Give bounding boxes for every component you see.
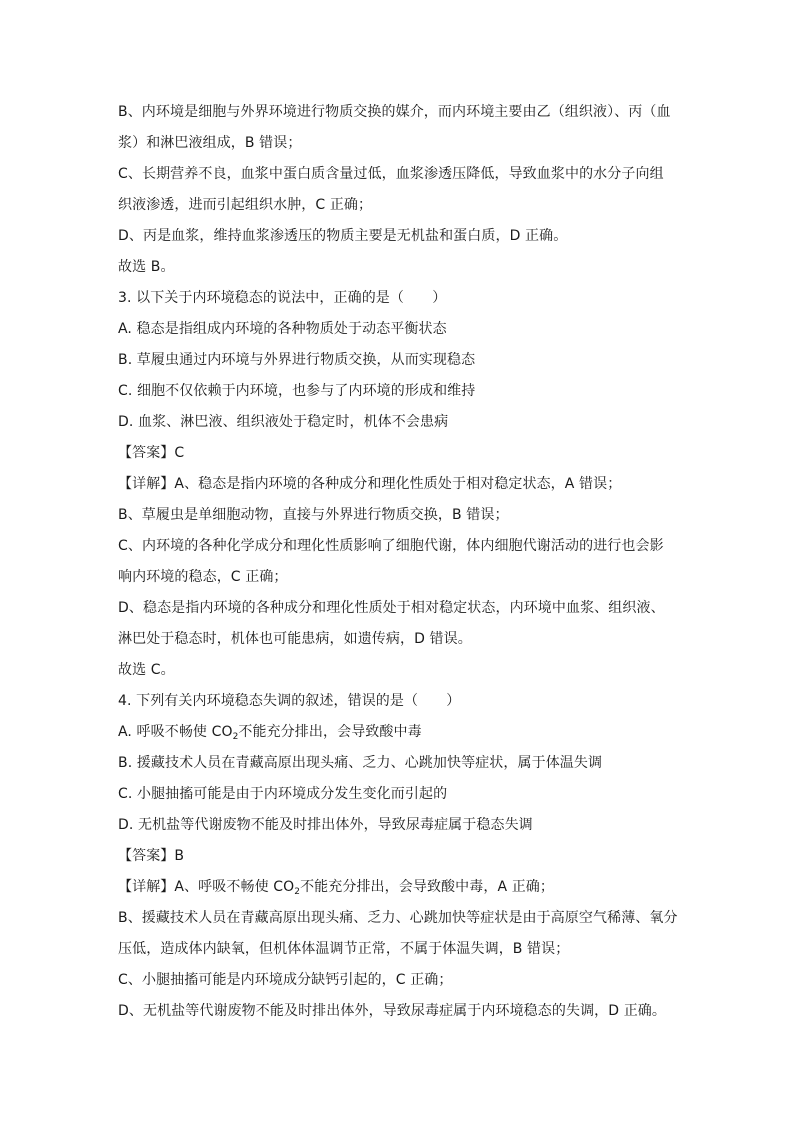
text-line: C、长期营养不良，血浆中蛋白质含量过低，血浆渗透压降低，导致血浆中的水分子向组 xyxy=(118,166,664,182)
text-line: D、无机盐等代谢废物不能及时排出体外，导致尿毒症属于内环境稳态的失调，D 正确。 xyxy=(118,1003,667,1019)
question-4-option-b: B. 援藏技术人员在青藏高原出现头痛、乏力、心跳加快等症状，属于体温失调 xyxy=(118,755,603,771)
text-line: 响内环境的稳态，C 正确； xyxy=(118,569,288,585)
question-4-option-c: C. 小腿抽搐可能是由于内环境成分发生变化而引起的 xyxy=(118,786,448,802)
text-fragment: 不能充分排出，会导致酸中毒，A 正确； xyxy=(300,879,554,895)
subscript: 2 xyxy=(232,732,239,742)
question-4-option-d: D. 无机盐等代谢废物不能及时排出体外，导致尿毒症属于稳态失调 xyxy=(118,817,533,833)
text-line: 浆）和淋巴液组成，B 错误； xyxy=(118,135,302,151)
question-4-detail xyxy=(118,872,704,903)
question-4-answer: 【答案】B xyxy=(118,848,185,864)
text-fragment: 不能充分排出，会导致酸中毒 xyxy=(238,724,422,740)
question-3-option-c: C. 细胞不仅依赖于内环境，也参与了内环境的形成和维持 xyxy=(118,383,476,399)
text-line: D、稳态是指内环境的各种成分和理化性质处于相对稳定状态，内环境中血浆、组织液、 xyxy=(118,600,665,616)
question-3-answer: 【答案】C xyxy=(118,445,185,461)
text-line: C、小腿抽搐可能是内环境成分缺钙引起的，C 正确； xyxy=(118,972,453,988)
question-3-detail: 【详解】A、稳态是指内环境的各种成分和理化性质处于相对稳定状态，A 错误； xyxy=(118,476,622,492)
conclusion-line: 故选 B。 xyxy=(118,259,175,275)
text-line: B、草履虫是单细胞动物，直接与外界进行物质交换，B 错误； xyxy=(118,507,509,523)
conclusion-line: 故选 C。 xyxy=(118,662,175,678)
text-line: B、援藏技术人员在青藏高原出现头痛、乏力、心跳加快等症状是由于高原空气稀薄、氧分 xyxy=(118,910,678,926)
question-3-stem: 3. 以下关于内环境稳态的说法中，正确的是（ ） xyxy=(118,290,447,306)
text-line: B、内环境是细胞与外界环境进行物质交换的媒介，而内环境主要由乙（组织液）、丙（血 xyxy=(118,104,671,120)
question-4-option-a xyxy=(118,717,704,748)
text-line: 织液渗透，进而引起组织水肿，C 正确； xyxy=(118,197,373,213)
text-fragment: A. 呼吸不畅使 CO xyxy=(118,724,233,740)
text-line: 压低，造成体内缺氧，但机体体温调节正常，不属于体温失调，B 错误； xyxy=(118,941,570,957)
question-3-option-b: B. 草履虫通过内环境与外界进行物质交换，从而实现稳态 xyxy=(118,352,476,368)
text-line: C、内环境的各种化学成分和理化性质影响了细胞代谢，体内细胞代谢活动的进行也会影 xyxy=(118,538,664,554)
text-line: 淋巴处于稳态时，机体也可能患病，如遗传病，D 错误。 xyxy=(118,631,472,647)
text-fragment: 【详解】A、呼吸不畅使 CO xyxy=(118,879,295,895)
question-4-stem: 4. 下列有关内环境稳态失调的叙述，错误的是（ ） xyxy=(118,693,461,709)
question-3-option-a: A. 稳态是指组成内环境的各种物质处于动态平衡状态 xyxy=(118,321,447,337)
text-line: D、丙是血浆，维持血浆渗透压的物质主要是无机盐和蛋白质，D 正确。 xyxy=(118,228,568,244)
subscript: 2 xyxy=(294,887,301,897)
question-3-option-d: D. 血浆、淋巴液、组织液处于稳定时，机体不会患病 xyxy=(118,414,449,430)
